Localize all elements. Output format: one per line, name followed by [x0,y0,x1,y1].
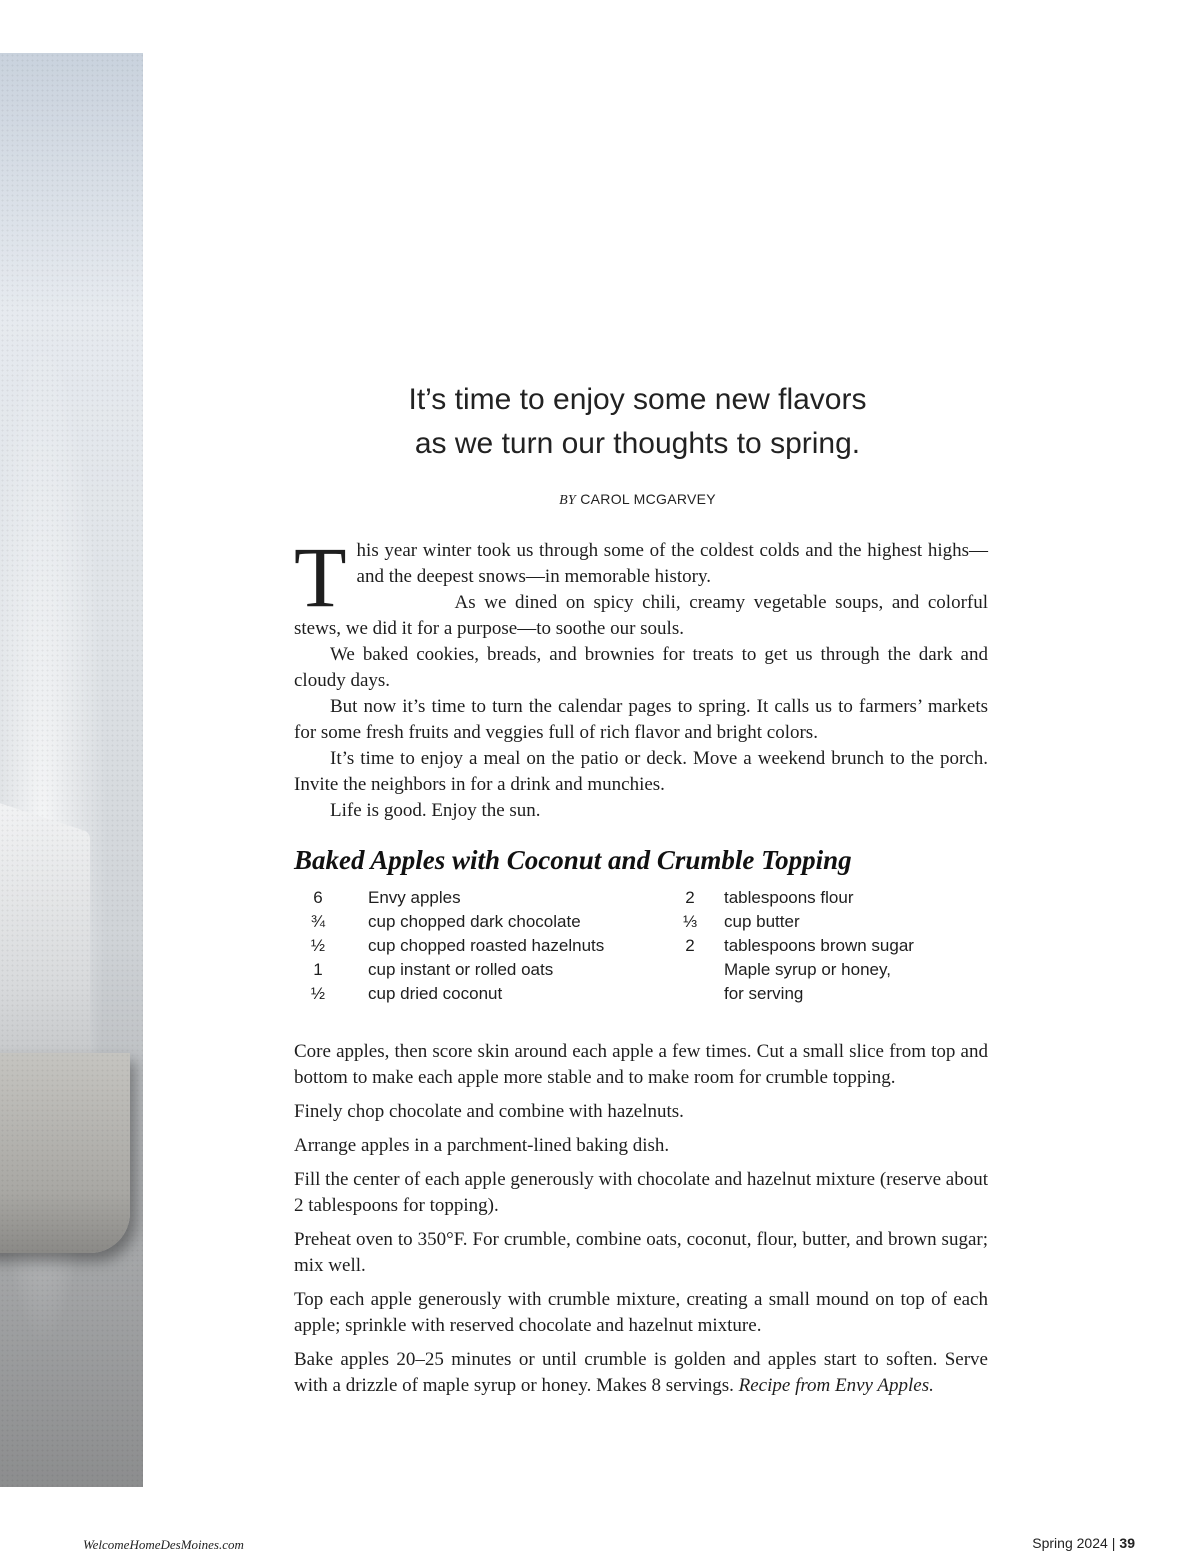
ingredient-row [666,982,986,1006]
direction-step: Arrange apples in a parchment-lined baking dish. [294,1135,670,1156]
page-number: 39 [1119,1535,1135,1551]
ingredient-qty: ¾ [310,912,326,931]
ingredient-qty: ½ [310,936,326,955]
ingredient-row [666,958,986,982]
intro-paragraph-4: But now it’s time to turn the calendar pages to spring. It calls us to farmers’ markets for some fresh fruits and veggies full of rich flavor and bright colors. [294,696,988,743]
headline-line-1: It’s time to enjoy some new flavors [408,383,867,416]
direction-step: Fill the center of each apple generously with chocolate and hazelnut mixture (reserve about 2 tablespoons for topping). [294,1169,988,1216]
ingredient-item: cup dried coconut [368,984,503,1003]
ingredient-item: cup butter [724,912,800,931]
recipe-directions [294,1039,988,1407]
ingredient-row [666,886,986,910]
ingredient-qty [666,982,714,1006]
recipe-title: Baked Apples with Coconut and Crumble Topping [294,845,852,875]
ingredient-item: tablespoons flour [724,888,854,907]
ingredient-row [294,958,654,982]
ingredients-column-right [666,886,986,1006]
byline-by: BY [559,493,577,508]
headline [290,378,985,466]
byline-author: CAROL MCGARVEY [580,491,716,507]
byline [290,491,985,509]
ingredient-qty: ½ [310,984,326,1003]
intro-text [294,529,988,824]
intro-paragraph-3: We baked cookies, breads, and brownies for treats to get us through the dark and cloudy days. [294,644,988,691]
ingredient-row [294,910,654,934]
footer-separator: | [1111,1535,1116,1551]
ingredient-qty: 2 [685,936,695,955]
ingredient-row [294,982,654,1006]
ingredient-item: cup instant or rolled oats [368,960,554,979]
ingredient-row [294,886,654,910]
footer-website: WelcomeHomeDesMoines.com [83,1537,244,1552]
ingredient-item: Envy apples [368,888,461,907]
ingredient-item: cup chopped roasted hazelnuts [368,936,605,955]
ingredient-item: cup chopped dark chocolate [368,912,581,931]
headline-line-2: as we turn our thoughts to spring. [414,427,861,460]
ingredient-qty: ⅓ [682,912,698,931]
direction-step: Finely chop chocolate and combine with hazelnuts. [294,1101,684,1122]
footer-issue: Spring 2024 [1032,1535,1108,1551]
intro-paragraph-1: This year winter took us through some of the coldest colds and the highest highs—and the deepest snows—in memorable history. [294,529,988,625]
direction-step-final: Bake apples 20–25 minutes or until crumble is golden and apples start to soften. Serve with a drizzle of maple syrup or honey. Makes 8 servings. Recipe from Envy Apples. [294,1349,988,1396]
ingredient-qty: 2 [685,888,695,907]
ingredient-row [666,910,986,934]
ingredient-item: tablespoons brown sugar [724,936,914,955]
ingredient-qty: 6 [313,888,323,907]
intro-paragraph-5: It’s time to enjoy a meal on the patio or deck. Move a weekend brunch to the porch. Invite the neighbors in for a drink and munchies. [294,748,988,795]
ingredient-row [294,934,654,958]
intro-paragraph-2: As we dined on spicy chili, creamy vegetable soups, and colorful stews, we did it for a purpose—to soothe our souls. [294,592,988,639]
ingredient-qty: 1 [313,960,323,979]
direction-step: Preheat oven to 350°F. For crumble, combine oats, coconut, flour, butter, and brown sugar; mix well. [294,1229,988,1276]
footer-folio [1032,1535,1135,1551]
ingredient-row [666,934,986,958]
ingredient-item: for serving [724,984,804,1003]
intro-paragraph-6: Life is good. Enjoy the sun. [330,800,541,821]
ingredients-column-left [294,886,654,1006]
drop-cap: T [294,529,347,625]
ingredient-item: Maple syrup or honey, [724,960,891,979]
food-photo [0,53,143,1487]
recipe-credit: Recipe from Envy Apples. [738,1375,934,1396]
direction-step: Top each apple generously with crumble mixture, creating a small mound on top of each apple; sprinkle with reserved chocolate and hazelnut mixture. [294,1289,988,1336]
direction-step: Core apples, then score skin around each apple a few times. Cut a small slice from top and bottom to make each apple more stable and to make room for crumble topping. [294,1041,988,1088]
ingredient-qty [666,958,714,982]
